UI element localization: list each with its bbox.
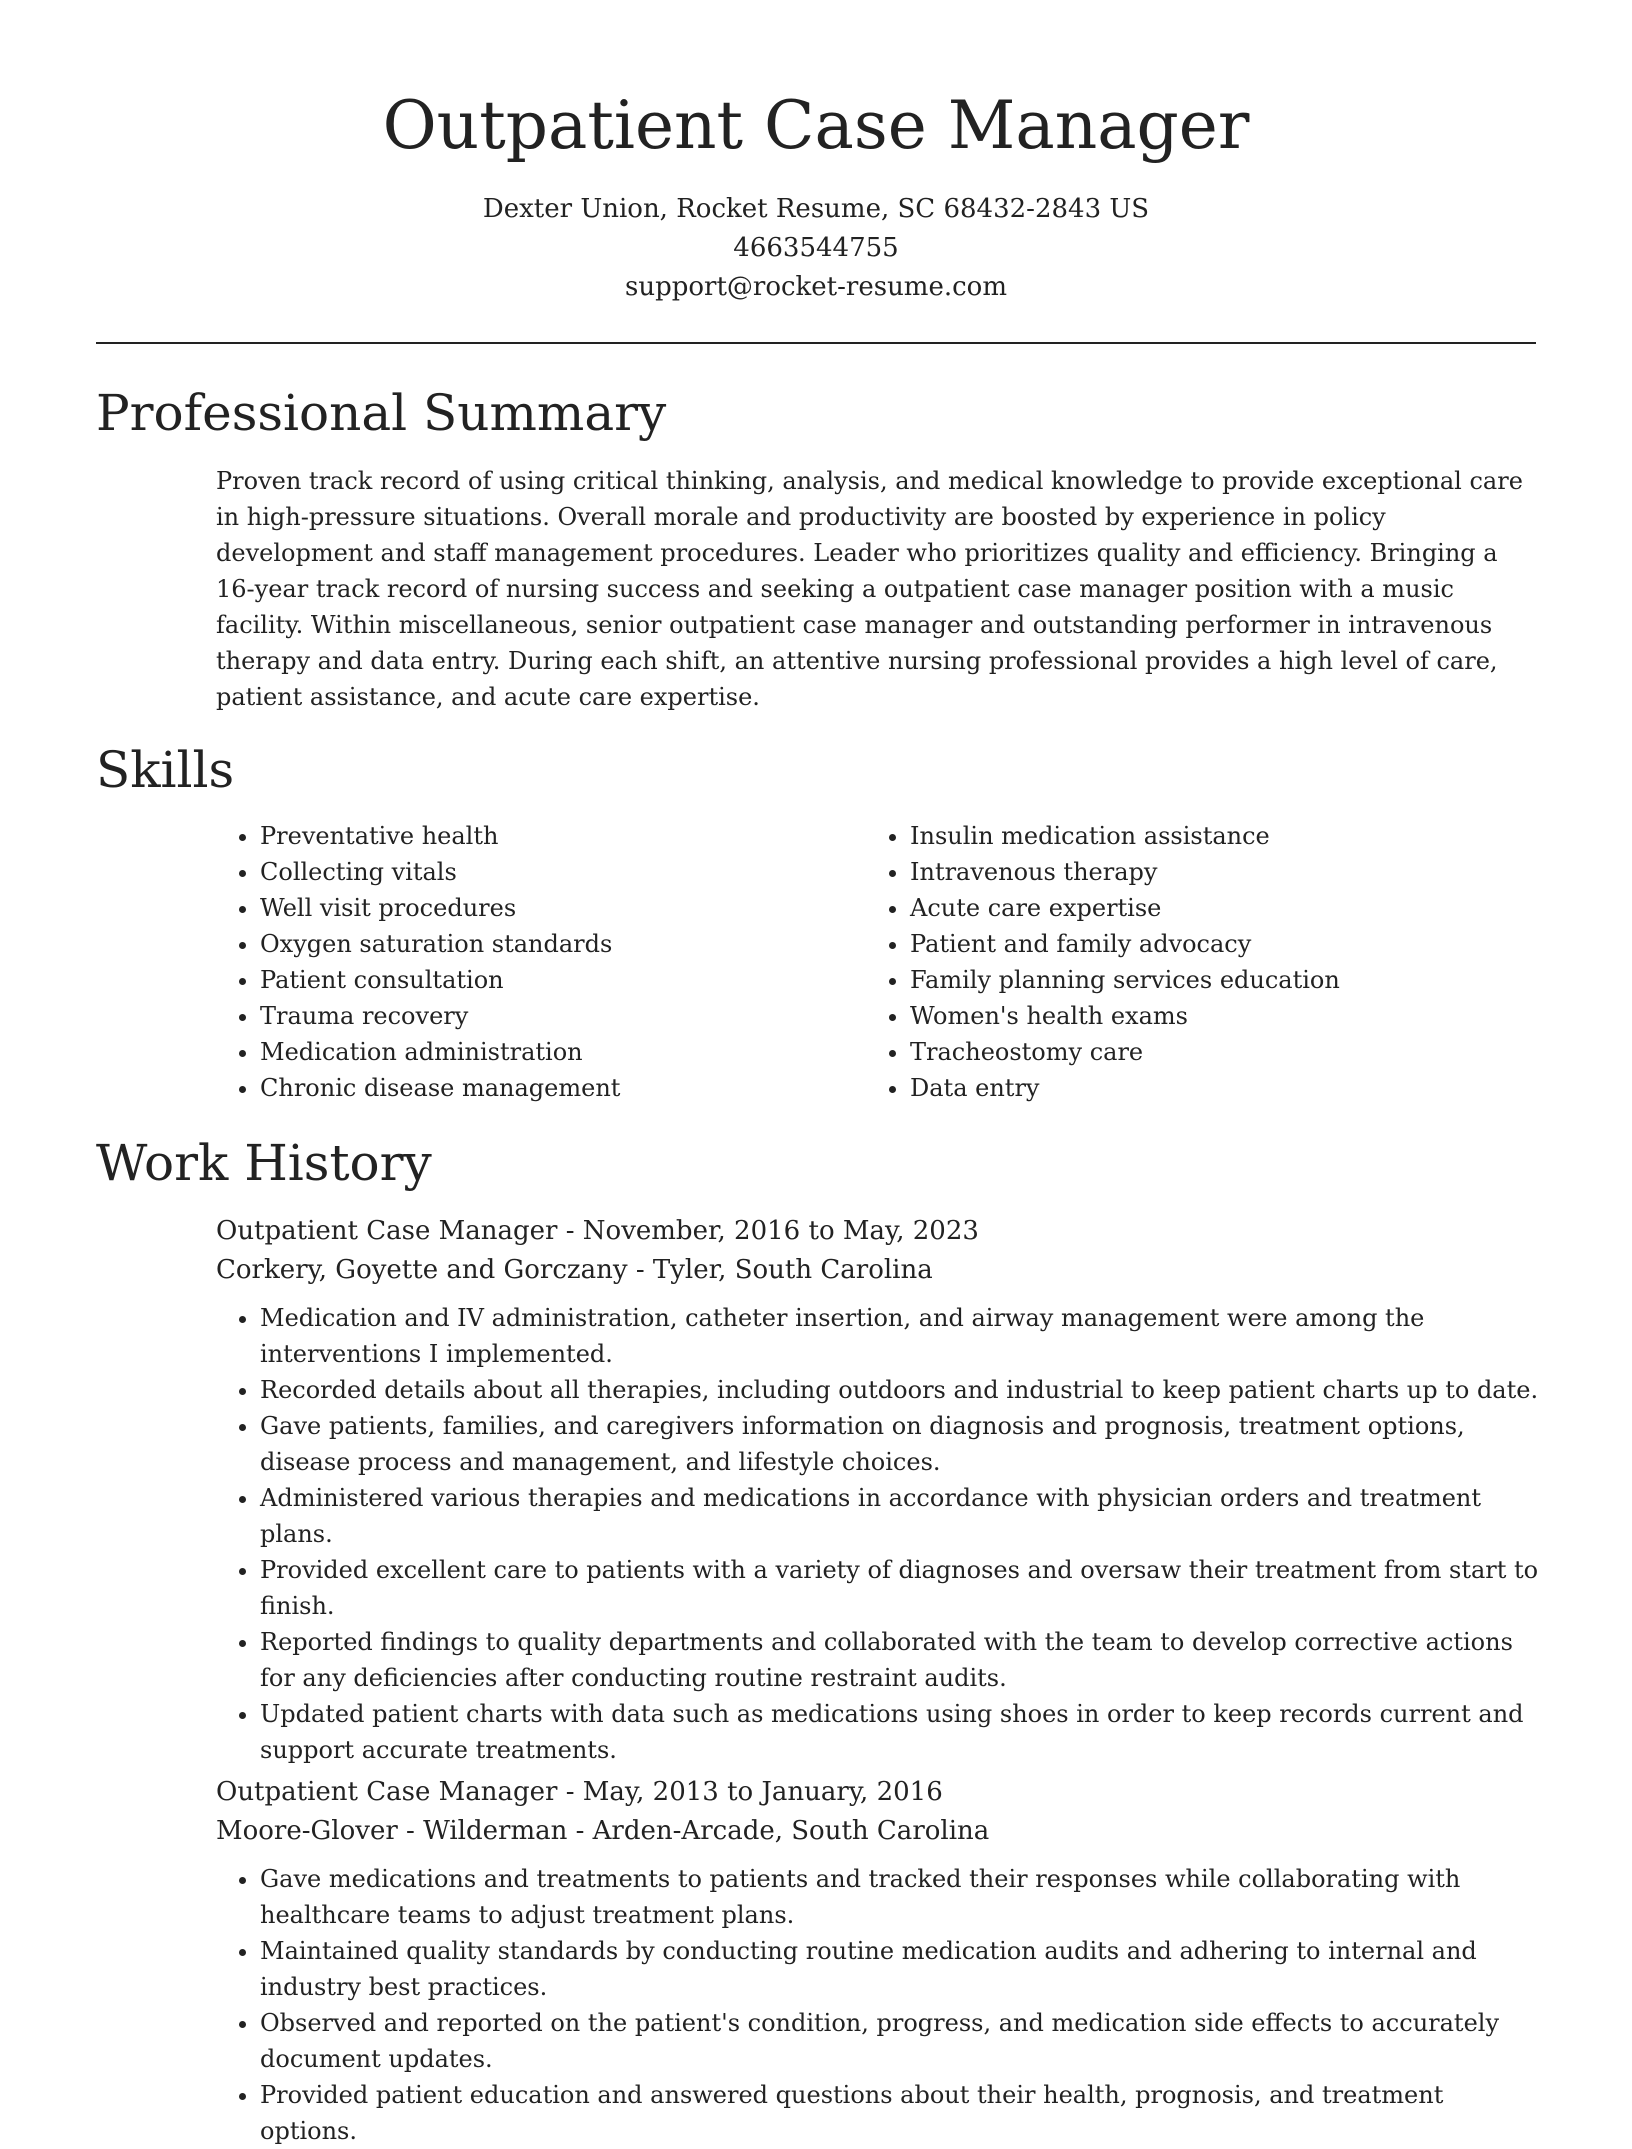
- summary-heading: Professional Summary: [96, 384, 667, 442]
- job-duty-item: • Updated patient charts with data such as medications using shoes in order to keep records current and support accurate treatments.: [260, 1696, 1546, 1768]
- summary-text: Proven track record of using critical thinking, analysis, and medical knowledge to provide exceptional care in high-pressure situations. Overall morale and productivity are boosted by experience in policy development and staff management procedures. Leader who prioritizes quality and efficiency. Bringing a 16-year track record of nursing success and seeking a outpatient case manager position with a music facility. Within miscellaneous, senior outpatient case manager and outstanding performer in intravenous therapy and data entry. During each shift, an attentive nursing professional provides a high level of care, patient assistance, and acute care expertise.: [216, 467, 1523, 711]
- job-duty-item: • Gave patients, families, and caregivers information on diagnosis and prognosis, treatment options, disease process and management, and lifestyle choices.: [260, 1408, 1546, 1480]
- skill-item: • Well visit procedures: [260, 890, 816, 926]
- job-entry: [216, 1212, 1546, 1768]
- job-duty-item: • Administered various therapies and medications in accordance with physician orders and treatment plans.: [260, 1480, 1546, 1552]
- job-duties: [216, 1300, 1546, 1768]
- skill-item: • Medication administration: [260, 1034, 816, 1070]
- skill-item: • Family planning services education: [910, 962, 1526, 998]
- skills-list-right: [866, 818, 1526, 1106]
- skill-item: • Insulin medication assistance: [910, 818, 1526, 854]
- skill-item: • Oxygen saturation standards: [260, 926, 816, 962]
- job-duty-item: • Observed and reported on the patient's condition, progress, and medication side effects to accurately document updates.: [260, 2005, 1546, 2077]
- job-duty-item: • Provided excellent care to patients with a variety of diagnoses and oversaw their treatment from start to finish.: [260, 1552, 1546, 1624]
- header-divider: [96, 342, 1536, 344]
- skill-item: • Patient consultation: [260, 962, 816, 998]
- skill-item: • Data entry: [910, 1070, 1526, 1106]
- job-title-dates: Outpatient Case Manager - November, 2016 to May, 2023: [216, 1216, 979, 1246]
- job-title-dates: Outpatient Case Manager - May, 2013 to January, 2016: [216, 1777, 943, 1807]
- skill-item: • Patient and family advocacy: [910, 926, 1526, 962]
- skill-item: • Collecting vitals: [260, 854, 816, 890]
- candidate-name: Outpatient Case Manager: [382, 87, 1250, 164]
- job-duty-item: • Reported findings to quality departments and collaborated with the team to develop corrective actions for any deficiencies after conducting routine restraint audits.: [260, 1624, 1546, 1696]
- skill-item: • Chronic disease management: [260, 1070, 816, 1106]
- job-employer-location: Corkery, Goyette and Gorczany - Tyler, South Carolina: [216, 1255, 933, 1285]
- skill-item: • Women's health exams: [910, 998, 1526, 1034]
- skill-item: • Intravenous therapy: [910, 854, 1526, 890]
- contact-info: [0, 190, 1632, 307]
- skill-item: • Acute care expertise: [910, 890, 1526, 926]
- skills-heading: Skills: [96, 741, 235, 799]
- skill-item: • Trauma recovery: [260, 998, 816, 1034]
- skill-item: • Tracheostomy care: [910, 1034, 1526, 1070]
- job-duty-item: • Provided patient education and answered questions about their health, prognosis, and treatment options.: [260, 2077, 1546, 2149]
- skills-list-left: [216, 818, 816, 1106]
- contact-address: Dexter Union, Rocket Resume, SC 68432-2843 US: [482, 194, 1150, 224]
- contact-email: support@rocket-resume.com: [624, 272, 1007, 302]
- job-duty-item: • Recorded details about all therapies, including outdoors and industrial to keep patient charts up to date.: [260, 1372, 1546, 1408]
- job-duty-item: • Maintained quality standards by conducting routine medication audits and adhering to internal and industry best practices.: [260, 1933, 1546, 2005]
- job-employer-location: Moore-Glover - Wilderman - Arden-Arcade, South Carolina: [216, 1816, 990, 1846]
- job-duties: [216, 1861, 1546, 2149]
- job-entry: [216, 1773, 1546, 2149]
- work-history-heading: Work History: [96, 1134, 432, 1192]
- job-duty-item: • Gave medications and treatments to patients and tracked their responses while collaborating with healthcare teams to adjust treatment plans.: [260, 1861, 1546, 1933]
- skill-item: • Preventative health: [260, 818, 816, 854]
- contact-phone: 4663544755: [733, 233, 899, 263]
- job-duty-item: • Medication and IV administration, catheter insertion, and airway management were among the interventions I implemented.: [260, 1300, 1546, 1372]
